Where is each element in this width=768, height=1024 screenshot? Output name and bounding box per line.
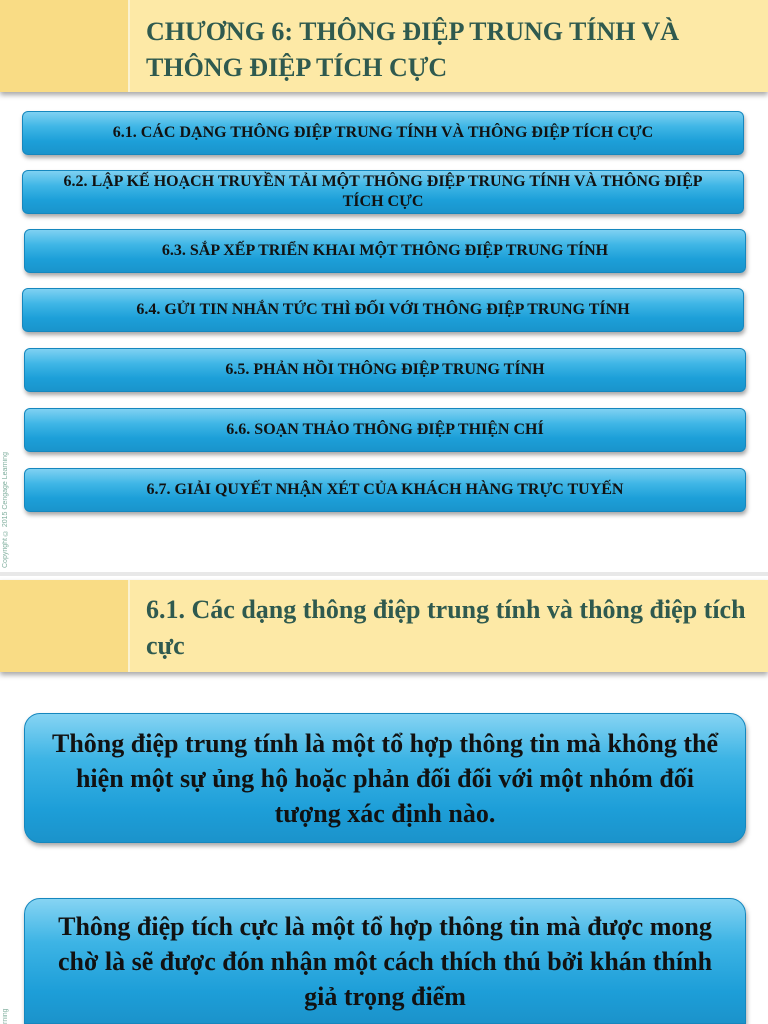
title-accent-block [0,0,128,92]
copyright-notice: Copyright © 2015 Cengage Learning [2,452,9,568]
copyright-notice: rning [2,1008,9,1024]
menu-item-6-6[interactable]: 6.6. SOẠN THẢO THÔNG ĐIỆP THIỆN CHÍ [24,408,746,452]
menu-item-6-4[interactable]: 6.4. GỬI TIN NHẮN TỨC THÌ ĐỐI VỚI THÔNG ĐIỆP TRUNG TÍNH [22,288,744,332]
title-divider [128,580,130,672]
chapter-title: CHƯƠNG 6: THÔNG ĐIỆP TRUNG TÍNH VÀ THÔNG ĐIỆP TÍCH CỰC [146,17,680,82]
menu-item-6-1[interactable]: 6.1. CÁC DẠNG THÔNG ĐIỆP TRUNG TÍNH VÀ THÔNG ĐIỆP TÍCH CỰC [22,111,744,155]
slide-section-6-1 [0,576,768,1024]
menu-item-6-2[interactable]: 6.2. LẬP KẾ HOẠCH TRUYỀN TẢI MỘT THÔNG ĐIỆP TRUNG TÍNH VÀ THÔNG ĐIỆP TÍCH CỰC [22,170,744,214]
title-divider [128,0,130,92]
section-title-bar [0,580,768,672]
definition-positive-message: Thông điệp tích cực là một tổ hợp thông tin mà được mong chờ là sẽ được đón nhận một cách thích thú bởi khán thính giả trọng điểm [24,898,746,1024]
section-title: 6.1. Các dạng thông điệp trung tính và thông điệp tích cực [146,595,746,660]
menu-item-6-3[interactable]: 6.3. SẮP XẾP TRIỂN KHAI MỘT THÔNG ĐIỆP TRUNG TÍNH [24,229,746,273]
definition-neutral-message: Thông điệp trung tính là một tổ hợp thông tin mà không thể hiện một sự ủng hộ hoặc phản đối đối với một nhóm đối tượng xác định nào. [24,713,746,843]
menu-item-6-7[interactable]: 6.7. GIẢI QUYẾT NHẬN XÉT CỦA KHÁCH HÀNG TRỰC TUYẾN [24,468,746,512]
menu-item-6-5[interactable]: 6.5. PHẢN HỒI THÔNG ĐIỆP TRUNG TÍNH [24,348,746,392]
title-accent-block [0,580,128,672]
chapter-title-bar [0,0,768,92]
